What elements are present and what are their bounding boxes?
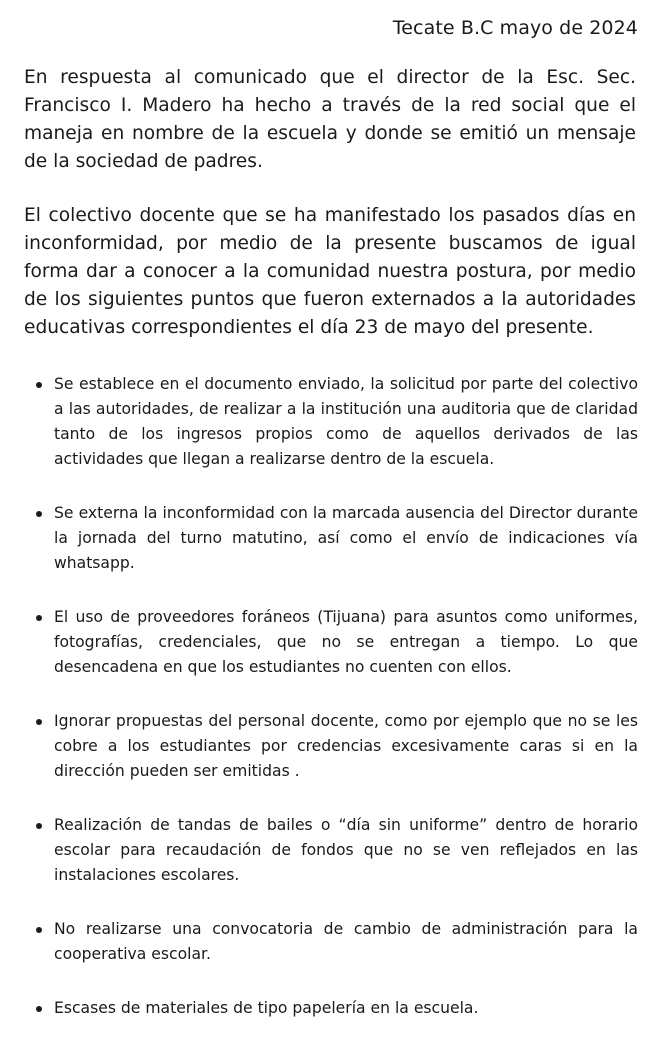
list-item-text: No realizarse una convocatoria de cambio de administración para la cooperativa escolar.	[54, 920, 638, 963]
date-line: Tecate B.C mayo de 2024	[392, 17, 638, 39]
list-item	[54, 501, 638, 576]
bullet-dot-icon	[36, 1006, 42, 1012]
list-item-text: Escases de materiales de tipo papelería en la escuela.	[54, 999, 479, 1017]
list-item	[54, 996, 638, 1021]
list-item	[54, 709, 638, 784]
list-item	[54, 813, 638, 888]
points-list	[54, 372, 638, 1050]
list-item-text: El uso de proveedores foráneos (Tijuana) para asuntos como uniformes, fotografías, credenciales, que no se entregan a tiempo. Lo que desencadena en que los estudiantes no cuenten con ellos.	[54, 608, 638, 676]
list-item	[54, 372, 638, 472]
bullet-dot-icon	[36, 615, 42, 621]
position-paragraph: El colectivo docente que se ha manifestado los pasados días en inconformidad, por medio de la presente buscamos de igual forma dar a conocer a la comunidad nuestra postura, por medio de los siguientes puntos que fueron externados a la autoridades educativas correspondientes el día 23 de mayo del presente.	[24, 205, 636, 338]
bullet-dot-icon	[36, 719, 42, 725]
list-item-text: Ignorar propuestas del personal docente, como por ejemplo que no se les cobre a los estudiantes por credencias excesivamente caras si en la dirección pueden ser emitidas .	[54, 712, 638, 780]
list-item	[54, 917, 638, 967]
bullet-dot-icon	[36, 927, 42, 933]
bullet-dot-icon	[36, 382, 42, 388]
bullet-dot-icon	[36, 823, 42, 829]
list-item-text: Realización de tandas de bailes o “día sin uniforme” dentro de horario escolar para recaudación de fondos que no se ven reflejados en las instalaciones escolares.	[54, 816, 638, 884]
list-item	[54, 605, 638, 680]
intro-paragraph: En respuesta al comunicado que el director de la Esc. Sec. Francisco I. Madero ha hecho a través de la red social que el maneja en nombre de la escuela y donde se emitió un mensaje de la sociedad de padres.	[24, 67, 636, 172]
bullet-dot-icon	[36, 511, 42, 517]
list-item-text: Se establece en el documento enviado, la solicitud por parte del colectivo a las autoridades, de realizar a la institución una auditoria que de claridad tanto de los ingresos propios como de aquellos derivados de las actividades que llegan a realizarse dentro de la escuela.	[54, 375, 638, 468]
list-item-text: Se externa la inconformidad con la marcada ausencia del Director durante la jornada del turno matutino, así como el envío de indicaciones vía whatsapp.	[54, 504, 638, 572]
